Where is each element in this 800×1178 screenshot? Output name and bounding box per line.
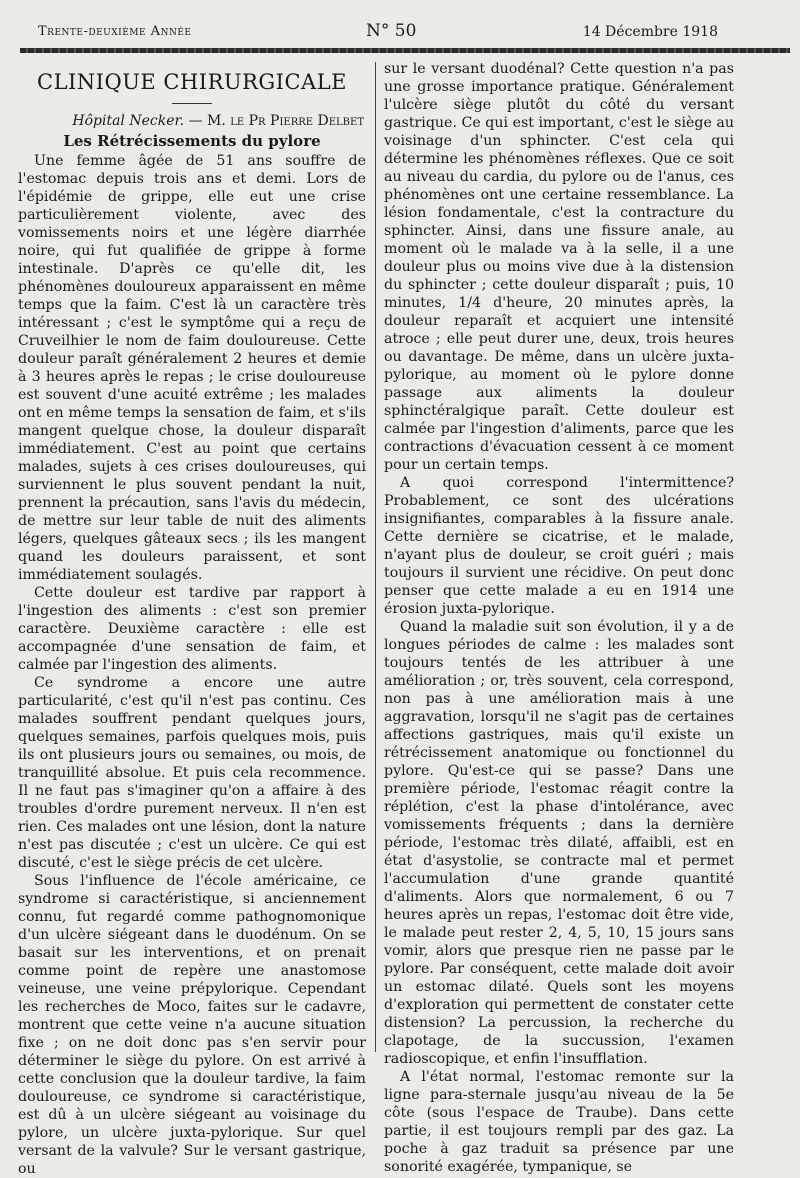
byline [18,112,364,130]
right-column [384,60,734,1176]
paragraph: Sous l'influence de l'école américaine, ce syndrome si caractéristique, si anciennement connu, fut regardé comme pathognomonique d'un ulcère siégeant dans le duodénum. On se basait sur les interventions, et on prenait comme point de repère une anastomose veineuse, une veine prépylorique. Cependant les recherches de Moco, faites sur le cadavre, montrent que cette veine n'a aucune situation fixe ; on ne doit donc pas s'en servir pour déterminer le siège du pylore. On est arrivé à cette conclusion que la douleur tardive, la faim douloureuse, ce syndrome si caractéristique, est dû à un ulcère siégeant au voisinage du pylore, un ulcère juxta-pylorique. Sur quel versant de la valvule? Sur le versant gastrique, ou [18,873,366,1177]
paragraph: A l'état normal, l'estomac remonte sur la ligne para-sternale jusqu'au niveau de la 5e côte (sous l'espace de Traube). Dans cette partie, il est toujours rempli par des gaz. La poche à gaz traduit sa présence par une sonorité exagérée, tympanique, se [384,1069,734,1175]
article-title: Les Rétrécissements du pylore [63,132,321,150]
paragraph: Cette douleur est tardive par rapport à l'ingestion des aliments : c'est son premier caractère. Deuxième caractère : elle est accompagnée d'une sensation de faim, et calmée par l'ingestion des aliments. [18,585,366,673]
header-rule [20,48,790,53]
left-column [18,60,366,1178]
paragraph: Quand la maladie suit son évolution, il y a de longues périodes de calme : les malades sont toujours tentés de les attribuer à une amélioration ; or, très souvent, cela correspond, non pas à une amélioration mais à une aggravation, lorsqu'il ne s'agit pas de certaines affections gastriques, mais qu'il existe un rétrécissement anatomique ou fonctionnel du pylore. Qu'est-ce qui se passe? Dans une première période, l'estomac réagit contre la réplétion, c'est la phase d'intolérance, avec vomissements fréquents ; dans la dernière période, l'estomac très dilaté, affaibli, est en état d'asystolie, se contracte mal et permet l'accumulation d'une grande quantité d'aliments. Alors que normalement, 6 ou 7 heures après un repas, l'estomac doit être vide, le malade peut rester 2, 4, 5, 10, 15 jours sans vomir, alors que presque rien ne passe par le pylore. Par conséquent, cette malade doit avoir un estomac dilaté. Quels sont les moyens d'exploration qui permettent de constater cette distension? La percussion, la recherche du clapotage, de la succussion, l'examen radioscopique, et enfin l'insufflation. [384,619,734,1067]
paragraph: Ce syndrome a encore une autre particularité, c'est qu'il n'est pas continu. Ces malades souffrent pendant quelques jours, quelques semaines, parfois quelques mois, puis ils ont plusieurs jours ou semaines, ou mois, de tranquillité absolue. Et puis cela recommence. Il ne faut pas s'imaginer qu'on a affaire à des troubles d'ordre purement nerveux. Il n'en est rien. Ces malades ont une lésion, dont la nature n'est pas discutée ; c'est un ulcère. Ce qui est discuté, c'est le siège précis de cet ulcère. [18,675,366,871]
section-title: CLINIQUE CHIRURGICALE [37,70,347,94]
paragraph: Une femme âgée de 51 ans souffre de l'estomac depuis trois ans et demi. Lors de l'épidémie de grippe, elle eut une crise particulièrement violente, avec des vomissements noirs et une légère diarrhée noire, qui fut qualifiée de grippe à forme intestinale. D'après ce qu'elle dit, les phénomènes douloureux apparaissent en même temps que la faim. C'est là un caractère très intéressant ; c'est le symptôme qui a reçu de Cruveilhier le nom de faim douloureuse. Cette douleur paraît généralement 2 heures et demie à 3 heures après le repas ; le crise douloureuse est souvent d'une acuité extrême ; les malades ont en même temps la sensation de faim, et s'ils mangent quelque chose, la douleur disparaît immédiatement. C'est au point que certains malades, sujets à ces crises douloureuses, qui surviennent le plus souvent pendant la nuit, prennent la précaution, sans l'avis du médecin, de mettre sur leur table de nuit des aliments légers, quelques gâteaux secs ; ils les mangent quand les douleurs paraissent, et sont immédiatement soulagés. [18,153,366,583]
header-year: Trente-deuxième Année [38,24,192,39]
issue-number: N° 50 [366,21,417,41]
header-date: 14 Décembre 1918 [582,24,718,40]
byline-hospital: Hôpital Necker. [72,113,185,129]
byline-author: — M. le Pr Pierre Delbet [188,113,364,129]
paragraph: A quoi correspond l'intermittence? Probablement, ce sont des ulcérations insignifiantes, comparables à la fissure anale. Cette dernière se cicatrise, et le malade, n'ayant plus de douleur, se croit guéri ; mais toujours il survient une récidive. On peut donc penser que cette malade a eu en 1914 une érosion juxta-pylorique. [384,475,734,617]
page-header [38,20,718,42]
column-divider [375,62,376,1052]
title-rule [172,103,212,104]
paragraph: sur le versant duodénal? Cette question n'a pas une grosse importance pratique. Généralement l'ulcère siège plutôt du côté du versant gastrique. Ce qui est important, c'est le siège au voisinage d'un sphincter. C'est cela qui détermine les phénomènes réflexes. Que ce soit au niveau du cardia, du pylore ou de l'anus, ces phénomènes ont une certaine ressemblance. La lésion fondamentale, c'est la contracture du sphincter. Ainsi, dans une fissure anale, au moment où le malade va à la selle, il a une douleur plus ou moins vive due à la distension du sphincter ; cette douleur disparaît ; puis, 10 minutes, 1/4 d'heure, 20 minutes après, la douleur reparaît et acquiert une intensité atroce ; elle peut durer une, deux, trois heures ou davantage. De même, dans un ulcère juxta-pylorique, au moment où le pylore donne passage aux aliments la douleur sphinctéralgique paraît. Cette douleur est calmée par l'ingestion d'aliments, parce que les contractions d'évacuation cessent à ce moment pour un certain temps. [384,61,734,473]
